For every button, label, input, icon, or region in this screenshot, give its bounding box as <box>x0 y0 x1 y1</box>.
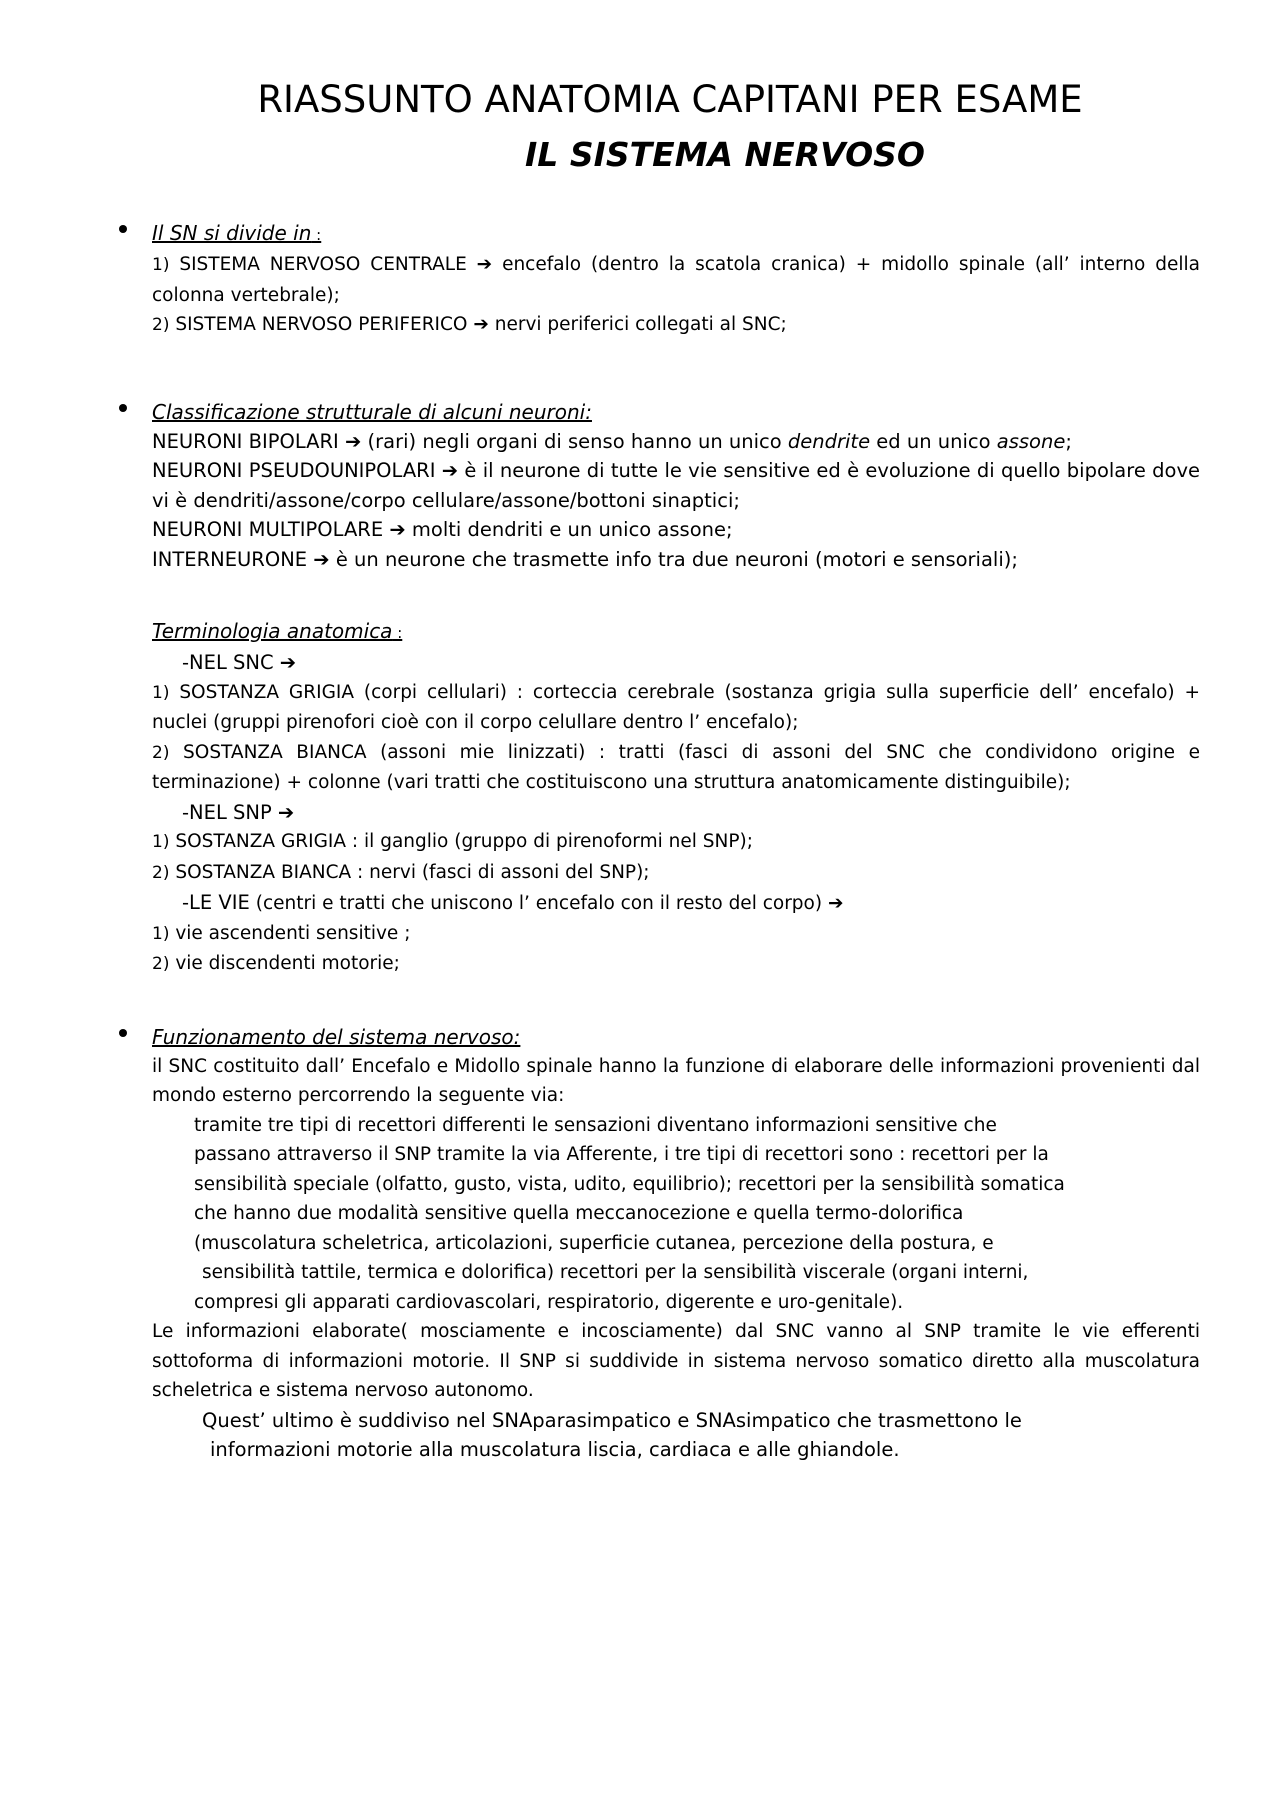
section-neuron-classification <box>152 397 1200 575</box>
paragraph-line: sensibilità speciale (olfatto, gusto, vista, udito, equilibrio); recettori per la sensibilità somatica <box>194 1173 1065 1195</box>
paragraph-line: INTERNEURONE ➔ è un neurone che trasmette info tra due neuroni (motori e sensoriali); <box>152 547 1018 571</box>
bullet-icon <box>119 404 127 412</box>
paragraph-line: 2) SOSTANZA BIANCA (assoni mie linizzati) : tratti (fasci di assoni del SNC che condividono origine e terminazione) + colonne (vari tratti che costituiscono una struttura anatomicamente distinguibile); <box>152 741 1200 793</box>
section-heading: Classificazione strutturale di alcuni neuroni: <box>152 399 592 424</box>
paragraph-line: che hanno due modalità sensitive quella meccanocezione e quella termo-dolorifica <box>194 1203 964 1224</box>
section-heading: Terminologia anatomica <box>152 619 393 643</box>
subheading-vie: -LE VIE (centri e tratti che uniscono l’ encefalo con il resto del corpo) ➔ <box>182 891 844 914</box>
paragraph-line: 1) vie ascendenti sensitive ; <box>152 922 411 944</box>
paragraph-line: passano attraverso il SNP tramite la via Afferente, i tre tipi di recettori sono : recettori per la <box>194 1144 1049 1165</box>
paragraph-line: compresi gli apparati cardiovascolari, respiratorio, digerente e uro-genitale). <box>194 1291 904 1313</box>
subheading-snp: -NEL SNP ➔ <box>182 800 295 824</box>
paragraph-line: 2) SOSTANZA BIANCA : nervi (fasci di assoni del SNP); <box>152 861 650 883</box>
paragraph-line: NEURONI PSEUDOUNIPOLARI ➔ è il neurone di tutte le vie sensitive ed è evoluzione di quello bipolare dove vi è dendriti/assone/corpo cellulare/assone/bottoni sinaptici; <box>152 459 1200 512</box>
section-nervous-system-function <box>152 1022 1200 1465</box>
paragraph-line: 2) SISTEMA NERVOSO PERIFERICO ➔ nervi periferici collegati al SNC; <box>152 314 787 335</box>
bullet-icon <box>119 225 127 233</box>
paragraph: il SNC costituito dall’ Encefalo e Midollo spinale hanno la funzione di elaborare delle informazioni provenienti dal mondo esterno percorrendo la seguente via: <box>152 1055 1200 1106</box>
paragraph-line: NEURONI BIPOLARI ➔ (rari) negli organi di senso hanno un unico dendrite ed un unico assone; <box>152 429 1072 453</box>
section-heading: Il SN si divide in <box>152 221 312 245</box>
paragraph-line: 2) vie discendenti motorie; <box>152 953 400 974</box>
paragraph-line: tramite tre tipi di recettori differenti le sensazioni diventano informazioni sensitive che <box>194 1114 997 1136</box>
section-heading: Funzionamento del sistema nervoso: <box>152 1024 521 1049</box>
paragraph-line: sensibilità tattile, termica e dolorifica) recettori per la sensibilità viscerale (organi interni, <box>202 1262 1029 1283</box>
paragraph-line: 1) SOSTANZA GRIGIA (corpi cellulari) : corteccia cerebrale (sostanza grigia sulla superficie dell’ encefalo) + nuclei (gruppi pirenofori cioè con il corpo celullare dentro l’ encefalo); <box>152 681 1200 733</box>
paragraph: Le informazioni elaborate( mosciamente e incosciamente) dal SNC vanno al SNP tramite le vie efferenti sottoforma di informazioni motorie. Il SNP si suddivide in sistema nervoso somatico diretto alla muscolatura scheletrica e sistema nervoso autonomo. <box>152 1321 1200 1401</box>
paragraph-line: (muscolatura scheletrica, articolazioni, superficie cutanea, percezione della postura, e <box>194 1232 994 1254</box>
heading-colon: : <box>392 624 403 642</box>
document-subtitle: IL SISTEMA NERVOSO <box>525 135 925 174</box>
paragraph-line: Quest’ ultimo è suddiviso nel SNAparasimpatico e SNAsimpatico che trasmettono le <box>202 1408 1022 1432</box>
paragraph-line: 1) SOSTANZA GRIGIA : il ganglio (gruppo di pirenoformi nel SNP); <box>152 831 753 852</box>
subheading-snc: -NEL SNC ➔ <box>182 651 297 674</box>
section-sn-division <box>152 218 1200 341</box>
heading-colon: : <box>311 226 322 244</box>
paragraph-line: NEURONI MULTIPOLARE ➔ molti dendriti e un unico assone; <box>152 518 733 541</box>
bullet-icon <box>119 1029 127 1037</box>
paragraph-line: informazioni motorie alla muscolatura liscia, cardiaca e alle ghiandole. <box>210 1438 900 1461</box>
document-title: RIASSUNTO ANATOMIA CAPITANI PER ESAME <box>257 78 1083 121</box>
paragraph-line: 1) SISTEMA NERVOSO CENTRALE ➔ encefalo (dentro la scatola cranica) + midollo spinale (all’ interno della colonna vertebrale); <box>152 254 1200 306</box>
section-anatomical-terminology <box>152 616 1200 980</box>
